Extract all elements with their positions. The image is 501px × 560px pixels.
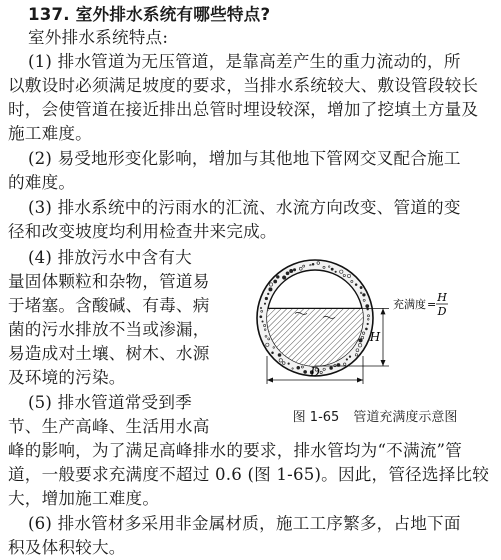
paragraph-5-line-5: 大，增加施工难度。	[8, 489, 160, 508]
wall-texture-dot	[286, 272, 289, 275]
paragraph-4-line-6: 及环境的污染。	[8, 368, 126, 387]
wall-texture-dot	[346, 359, 348, 361]
figure-title: 管道充满度示意图	[353, 410, 458, 425]
paragraph-4-line-1: (4) 排放污水中含有大	[28, 248, 192, 267]
wall-texture-dot	[288, 363, 290, 365]
paragraph-1-line-4: 施工难度。	[8, 124, 92, 143]
d-arrow-left	[267, 378, 273, 383]
question-heading	[28, 5, 270, 25]
paragraph-3-line-2: 径和改变坡度均利用检查井来完成。	[8, 222, 277, 241]
fullness-label: 充满度	[393, 298, 426, 311]
formula-denominator: D	[437, 305, 447, 318]
h-label: H	[369, 330, 381, 345]
paragraph-5-line-3: 峰的影响，为了满足高峰排水的要求，排水管均为“不满流”管	[8, 441, 463, 460]
wall-texture-dot	[304, 370, 307, 373]
fullness-equals: =	[427, 298, 437, 311]
wall-texture-dot	[260, 316, 262, 318]
paragraph-1-line-3: 时，会使管道在接近排出总管时埋设较深，增加了挖填土方量及	[8, 100, 479, 119]
paragraph-3-line-1: (3) 排水系统中的污雨水的汇流、水流方向改变、管道的变	[28, 198, 461, 217]
formula-numerator: H	[437, 291, 447, 304]
wall-texture-dot	[262, 321, 263, 322]
paragraph-6-line-1: (6) 排水管材多采用非金属材质，施工工序繁多，占地下面	[28, 514, 461, 533]
wall-texture-dot	[297, 366, 300, 369]
paragraph-2-line-2: 的难度。	[8, 173, 76, 192]
wall-texture-dot	[312, 263, 314, 265]
paragraph-5-line-4: 道，一般要求充满度不超过 0.6 (图 1-65)。因此，管径选择比较	[8, 465, 490, 484]
wall-texture-dot	[269, 288, 272, 291]
wall-texture-dot	[282, 276, 286, 280]
figure-caption	[255, 410, 495, 426]
d-label: D	[310, 365, 320, 379]
wall-texture-dot	[274, 280, 277, 283]
wall-texture-dot	[331, 268, 333, 270]
wall-texture-dot	[265, 297, 268, 300]
wall-texture-dot	[355, 284, 357, 286]
intro-text: 室外排水系统特点:	[28, 28, 169, 47]
figure-number: 图 1-65	[292, 410, 340, 425]
paragraph-5-line-2: 节、生产高峰、生活用水高	[8, 417, 210, 436]
wall-texture-dot	[264, 303, 265, 304]
paragraph-4-line-4: 菌的污水排放不当或渗漏，	[8, 320, 210, 339]
wall-texture-dot	[366, 305, 369, 308]
wall-texture-dot	[330, 367, 333, 370]
wall-texture-dot	[272, 352, 274, 354]
h-arrow-top	[381, 308, 386, 314]
wall-texture-dot	[349, 356, 351, 358]
d-arrow-right	[357, 378, 363, 383]
paragraph-4-line-2: 量固体颗粒和杂物，管道易	[8, 272, 210, 291]
wall-texture-dot	[359, 339, 362, 342]
wall-texture-dot	[276, 275, 279, 278]
wall-texture-dot	[267, 293, 269, 295]
wall-texture-dot	[290, 269, 293, 272]
wall-texture-dot	[367, 323, 369, 325]
wall-texture-dot	[365, 328, 367, 330]
paragraph-2-line-1: (2) 易受地形变化影响，增加与其他地下管网交叉配合施工	[28, 149, 461, 168]
wall-texture-dot	[360, 286, 362, 288]
h-arrow-bottom	[381, 360, 386, 366]
paragraph-6-line-2: 积及体积较大。	[8, 538, 126, 557]
question-number: 137.	[28, 5, 70, 24]
paragraph-4-line-3: 于堵塞。含酸碱、有毒、病	[8, 296, 210, 315]
wall-texture-dot	[335, 271, 337, 273]
paragraph-1-line-2: 以敷设时必须满足坡度的要求，当排水系统较大、敷设管段较长	[8, 76, 479, 95]
pipe-fullness-diagram	[255, 244, 495, 406]
wall-texture-dot	[278, 354, 281, 357]
paragraph-4-line-5: 易造成对土壤、树木、水源	[8, 344, 210, 363]
paragraph-5-line-1: (5) 排水管道常受到季	[28, 393, 192, 412]
wall-texture-dot	[293, 269, 295, 271]
pipe-fullness-figure	[255, 244, 495, 434]
paragraph-1-line-1: (1) 排水管道为无压管道，是靠高差产生的重力流动的，所	[28, 52, 461, 71]
question-title: 室外排水系统有哪些特点?	[75, 5, 271, 24]
wall-texture-dot	[363, 294, 366, 297]
